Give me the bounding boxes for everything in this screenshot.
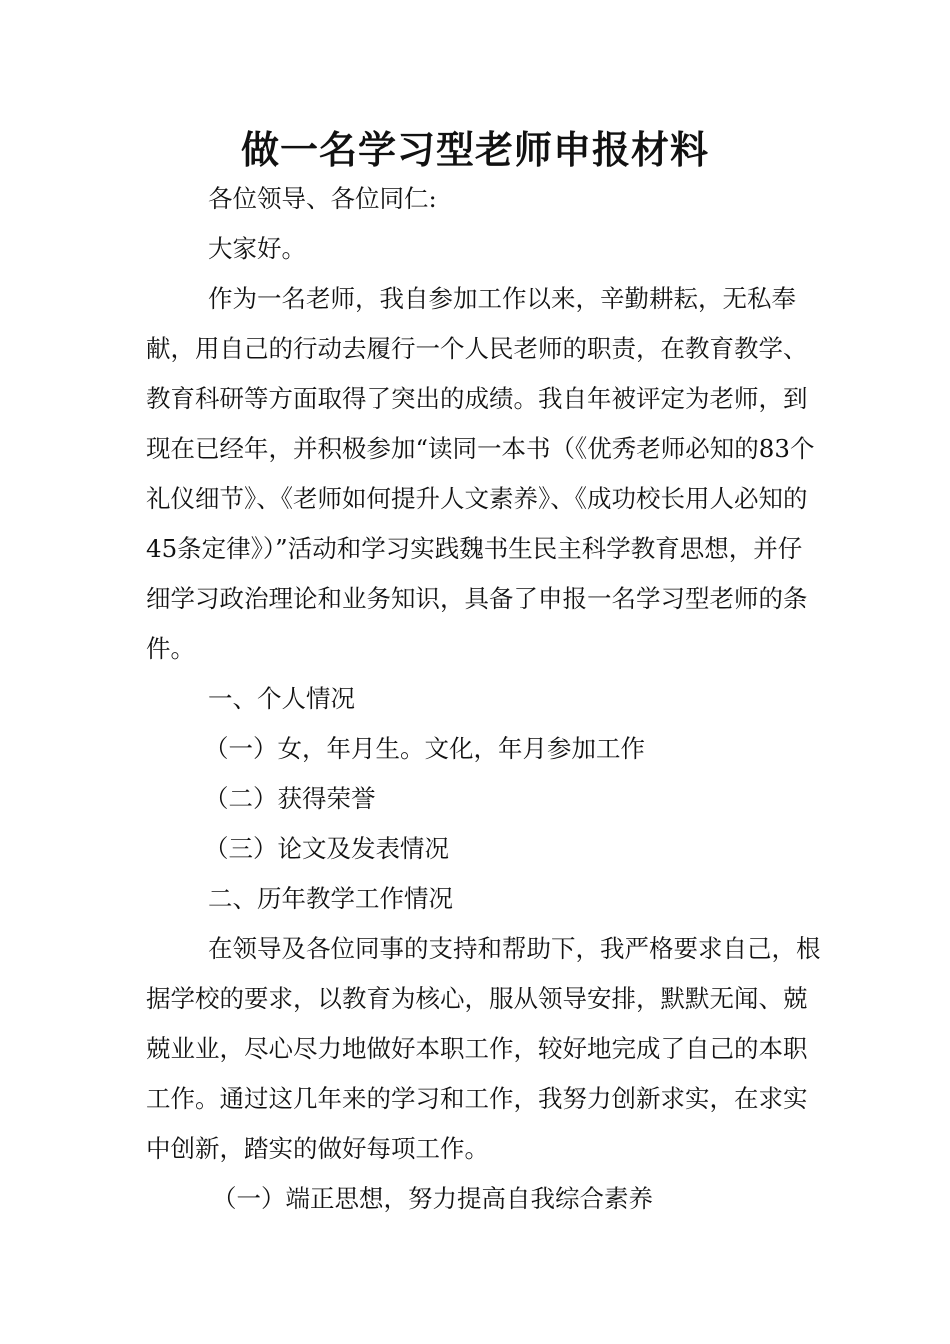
section-heading-personal: 一、个人情况 (208, 684, 355, 713)
list-item-personal-1: （一）女，年月生。文化，年月参加工作 (204, 734, 645, 763)
list-item-teaching-1: （一）端正思想，努力提高自我综合素养 (212, 1184, 653, 1213)
greeting: 大家好。 (208, 234, 306, 263)
list-item-personal-2: （二）获得荣誉 (204, 784, 376, 813)
salutation: 各位领导、各位同仁: (208, 184, 437, 213)
document-body (146, 174, 826, 1224)
section-heading-teaching: 二、历年教学工作情况 (208, 884, 453, 913)
paragraph-intro: 作为一名老师，我自参加工作以来，辛勤耕耘，无私奉献，用自己的行动去履行一个人民老师的职责，在教育教学、教育科研等方面取得了突出的成绩。我自年被评定为老师，到现在已经年，并积极参加“读同一本书（《优秀老师必知的83个礼仪细节》、《老师如何提升人文素养》、《成功校长用人必知的45条定律》）”活动和学习实践魏书生民主科学教育思想，并仔细学习政治理论和业务知识，具备了申报一名学习型老师的条件。 (146, 284, 815, 663)
document-title: 做一名学习型老师申报材料 (240, 128, 709, 172)
list-item-personal-3: （三）论文及发表情况 (204, 834, 449, 863)
paragraph-teaching: 在领导及各位同事的支持和帮助下，我严格要求自己，根据学校的要求，以教育为核心，服从领导安排，默默无闻、兢兢业业，尽心尽力地做好本职工作，较好地完成了自己的本职工作。通过这几年来的学习和工作，我努力创新求实，在求实中创新，踏实的做好每项工作。 (146, 934, 821, 1163)
